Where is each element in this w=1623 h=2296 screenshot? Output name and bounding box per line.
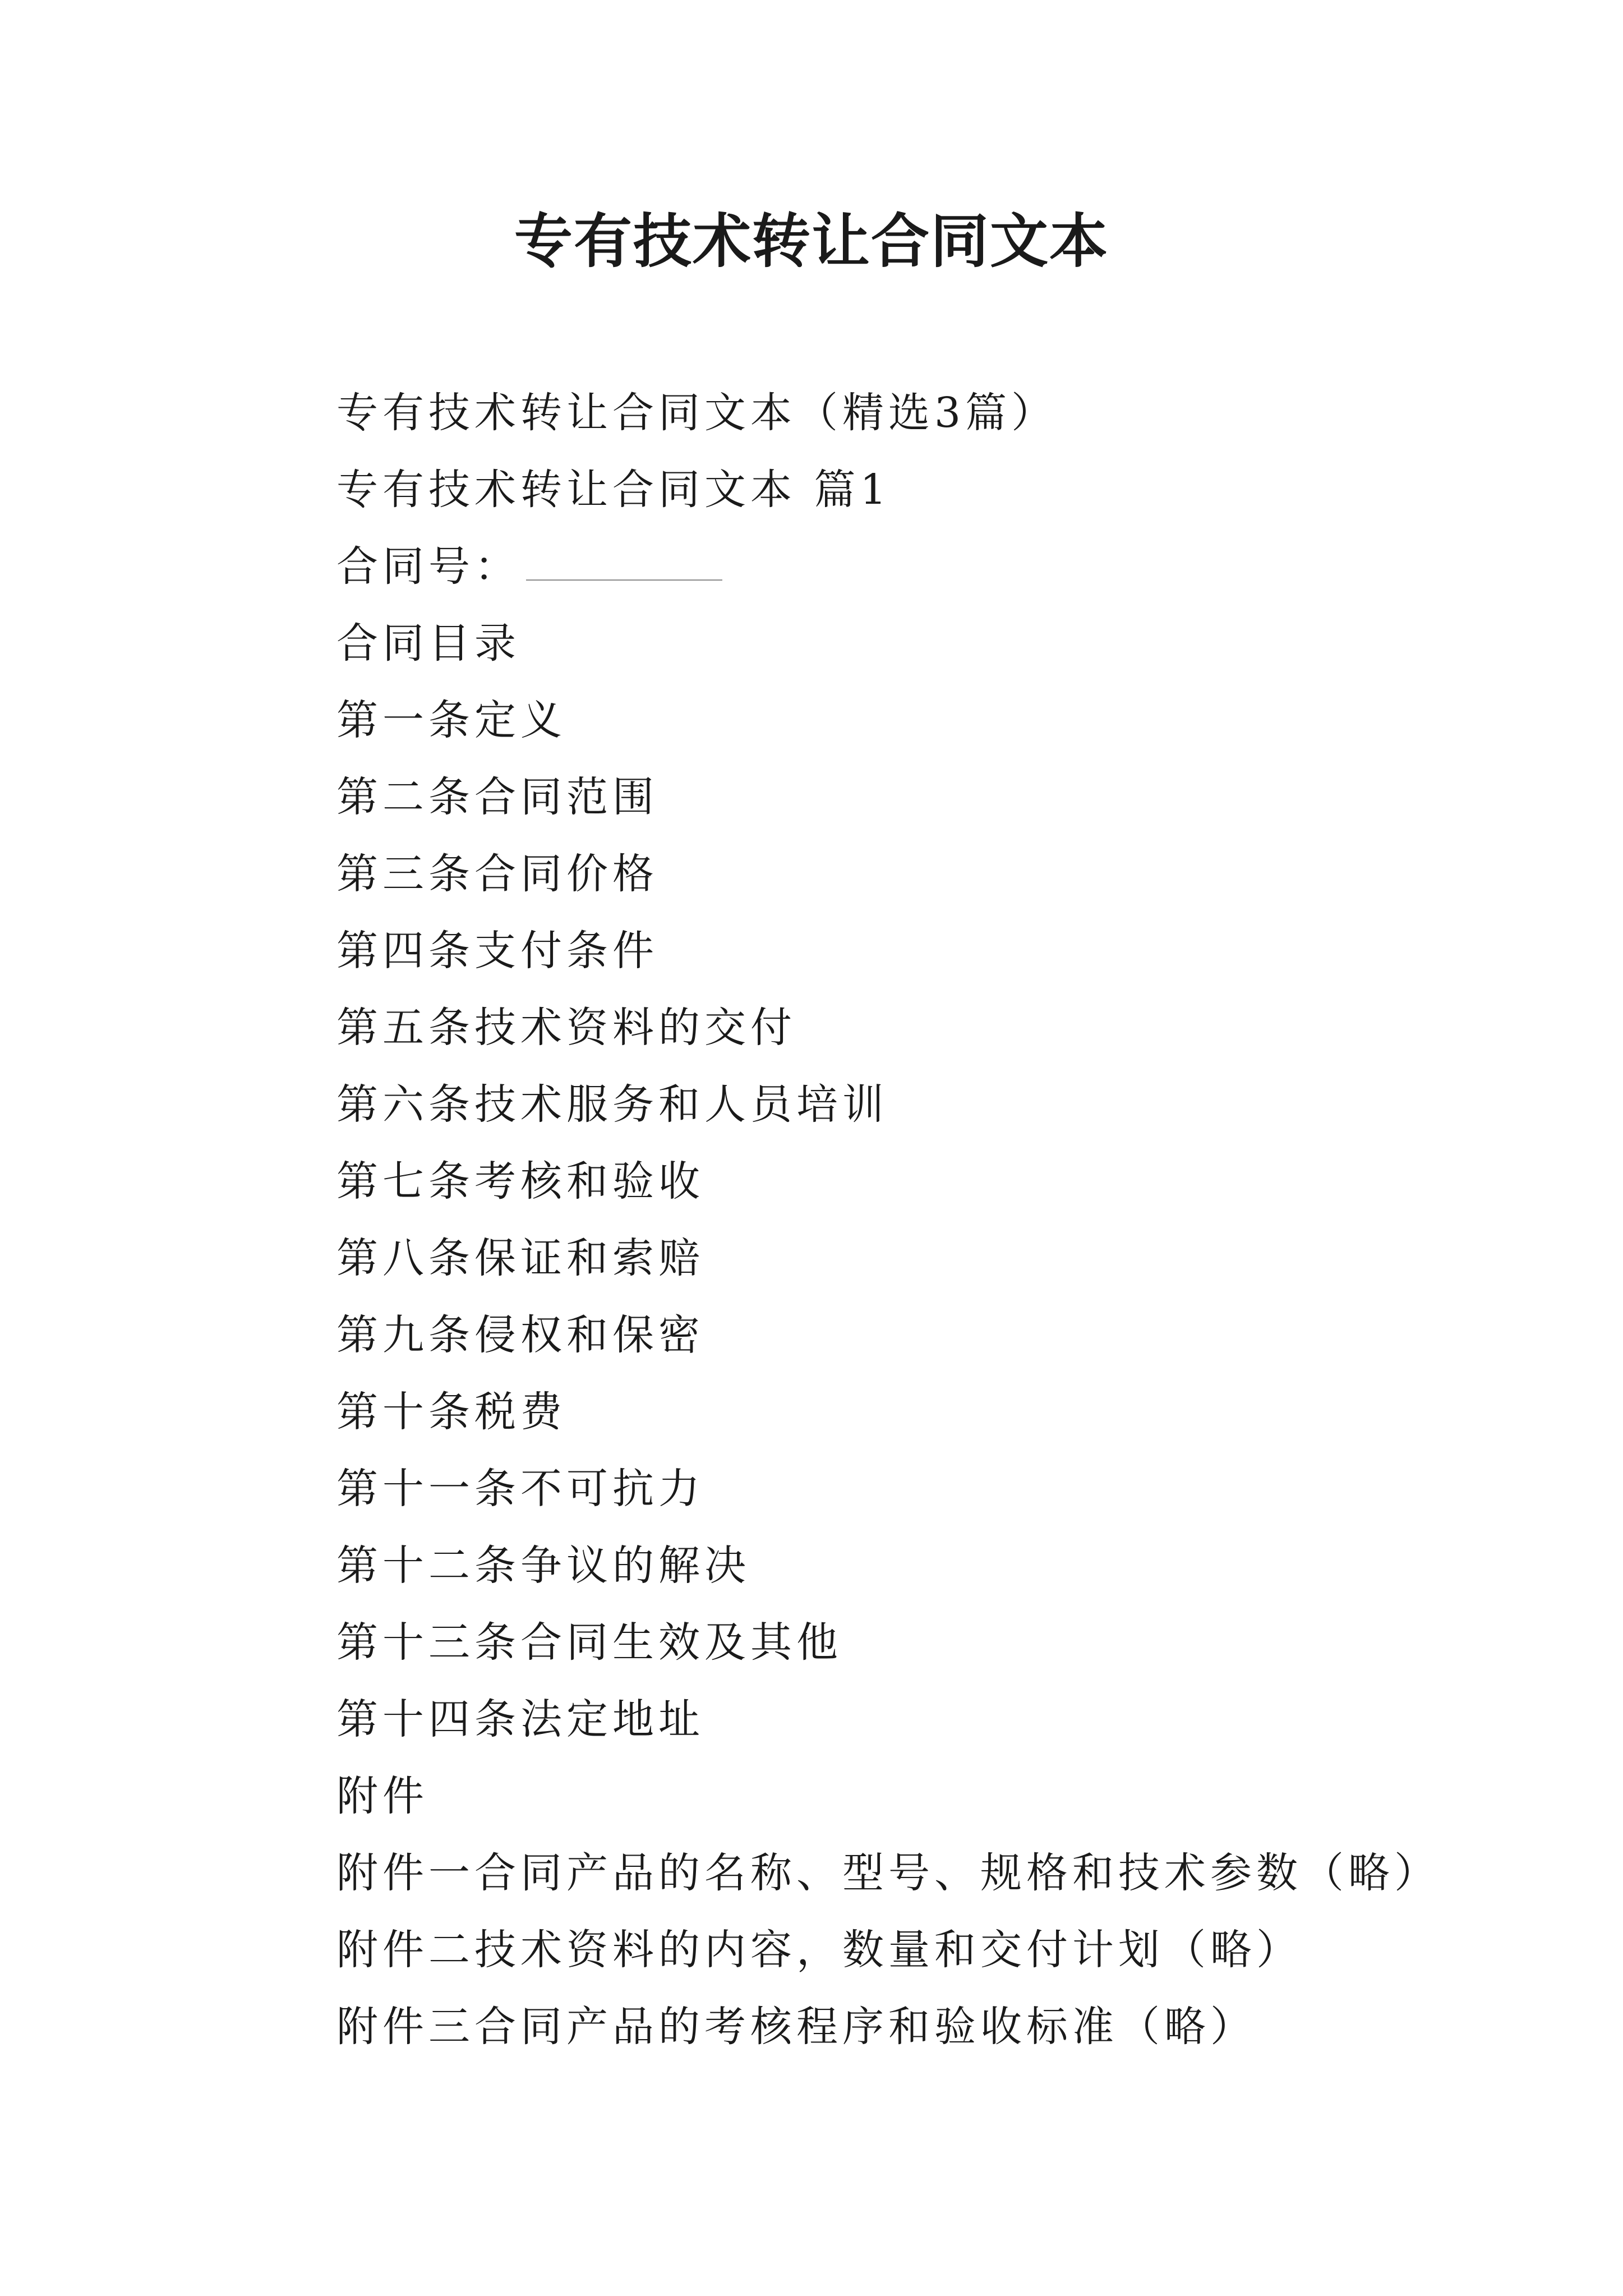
contract-number-label: 合同号：: [336, 542, 520, 591]
toc-item-article-4: 第四条支付条件: [336, 927, 658, 975]
document-body: [336, 375, 1514, 2065]
toc-heading: 合同目录: [336, 619, 520, 668]
toc-item-article-3: 第三条合同价格: [336, 850, 658, 898]
toc-item-article-5: 第五条技术资料的交付: [336, 1004, 796, 1052]
document-subtitle: 专有技术转让合同文本（精选3篇）: [336, 389, 1058, 437]
appendix-item-2: 附件二技术资料的内容，数量和交付计划（略）: [336, 1926, 1302, 1974]
toc-item-article-13: 第十三条合同生效及其他: [336, 1618, 842, 1667]
toc-item-article-10: 第十条税费: [336, 1388, 566, 1436]
contract-number-blank: [526, 546, 722, 581]
toc-item-article-12: 第十二条争议的解决: [336, 1542, 750, 1590]
toc-item-article-1: 第一条定义: [336, 696, 566, 744]
document-title: 专有技术转让合同文本: [514, 206, 1109, 275]
appendix-item-3: 附件三合同产品的考核程序和验收标准（略）: [336, 2003, 1256, 2051]
toc-item-article-8: 第八条保证和索赔: [336, 1234, 704, 1282]
toc-item-article-9: 第九条侵权和保密: [336, 1311, 704, 1359]
contract-number-line: [336, 528, 1514, 605]
toc-item-article-14: 第十四条法定地址: [336, 1695, 704, 1743]
section-heading: 专有技术转让合同文本 篇1: [336, 466, 891, 514]
toc-item-article-2: 第二条合同范围: [336, 773, 658, 821]
toc-item-article-7: 第七条考核和验收: [336, 1157, 704, 1205]
toc-item-article-6: 第六条技术服务和人员培训: [336, 1080, 888, 1129]
appendix-heading: 附件: [336, 1772, 428, 1820]
toc-item-article-11: 第十一条不可抗力: [336, 1465, 704, 1513]
appendix-item-1: 附件一合同产品的名称、型号、规格和技术参数（略）: [336, 1849, 1440, 1897]
